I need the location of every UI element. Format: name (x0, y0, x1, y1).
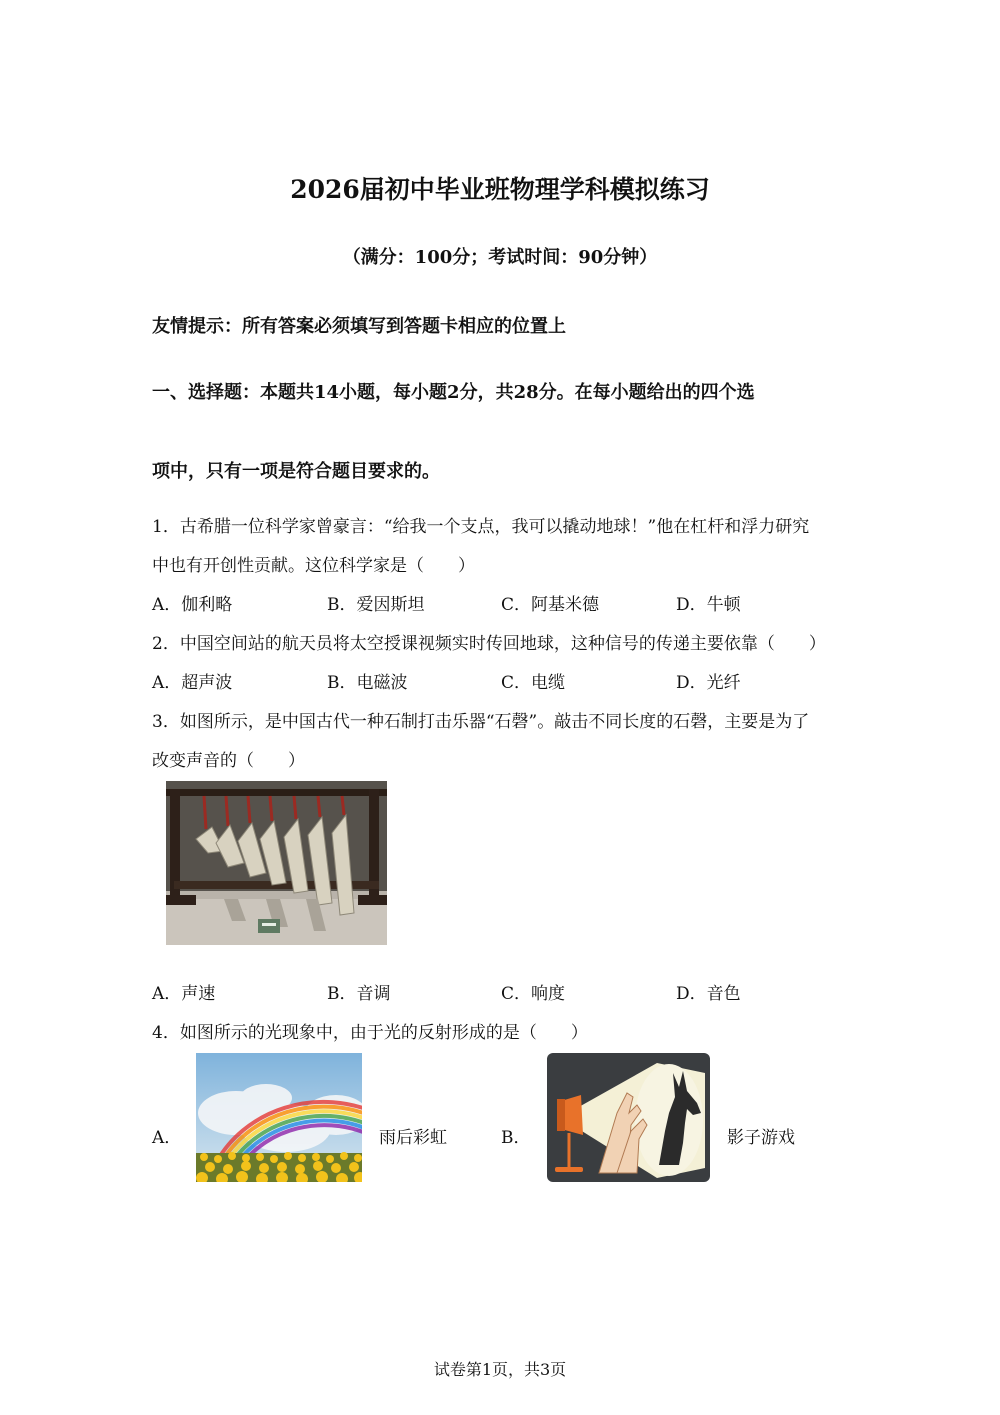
shadow-game-illustration (547, 1053, 710, 1182)
question-4-option-b-caption: 影子游戏 (727, 1128, 795, 1148)
question-4-option-b-letter: B． (501, 1128, 531, 1148)
section-heading-line2: 项中，只有一项是符合题目要求的。 (152, 461, 440, 482)
question-3-option-d: D．音色 (676, 984, 741, 1004)
rainbow-photo (196, 1053, 362, 1182)
question-2-option-c: C．电缆 (501, 673, 566, 693)
stone-chime-photo (166, 781, 387, 945)
question-2-option-a: A．超声波 (152, 673, 233, 693)
question-4-stem: 4．如图所示的光现象中，由于光的反射形成的是（ ） (152, 1023, 588, 1043)
question-1-option-a: A．伽利略 (152, 595, 233, 615)
exam-info: （满分：100分；考试时间：90分钟） (342, 247, 658, 268)
question-3-option-b: B．音调 (327, 984, 391, 1004)
question-1-option-d: D．牛顿 (676, 595, 741, 615)
question-3-option-c: C．响度 (501, 984, 566, 1004)
question-1-option-c: C．阿基米德 (501, 595, 600, 615)
question-3-stem-line1: 3．如图所示，是中国古代一种石制打击乐器“石磬”。敲击不同长度的石磬，主要是为了 (152, 712, 810, 732)
question-2-option-b: B．电磁波 (327, 673, 408, 693)
question-4-option-a-caption: 雨后彩虹 (379, 1128, 447, 1148)
page-title: 2026届初中毕业班物理学科模拟练习 (290, 175, 710, 204)
question-2-option-d: D．光纤 (676, 673, 741, 693)
question-1-stem-line1: 1．古希腊一位科学家曾豪言：“给我一个支点，我可以撬动地球！”他在杠杆和浮力研究 (152, 517, 810, 537)
question-4-option-a-letter: A． (152, 1128, 182, 1148)
question-1-stem-line2: 中也有开创性贡献。这位科学家是（ ） (152, 556, 475, 576)
question-3-option-a: A．声速 (152, 984, 216, 1004)
page-footer: 试卷第1页，共3页 (433, 1360, 567, 1379)
section-heading-line1: 一、选择题：本题共14小题，每小题2分，共28分。在每小题给出的四个选 (152, 382, 755, 403)
question-3-stem-line2: 改变声音的（ ） (152, 751, 305, 771)
question-2-stem: 2．中国空间站的航天员将太空授课视频实时传回地球，这种信号的传递主要依靠（ ） (152, 634, 826, 654)
question-1-option-b: B．爱因斯坦 (327, 595, 425, 615)
friendly-tip: 友情提示：所有答案必须填写到答题卡相应的位置上 (152, 316, 566, 337)
